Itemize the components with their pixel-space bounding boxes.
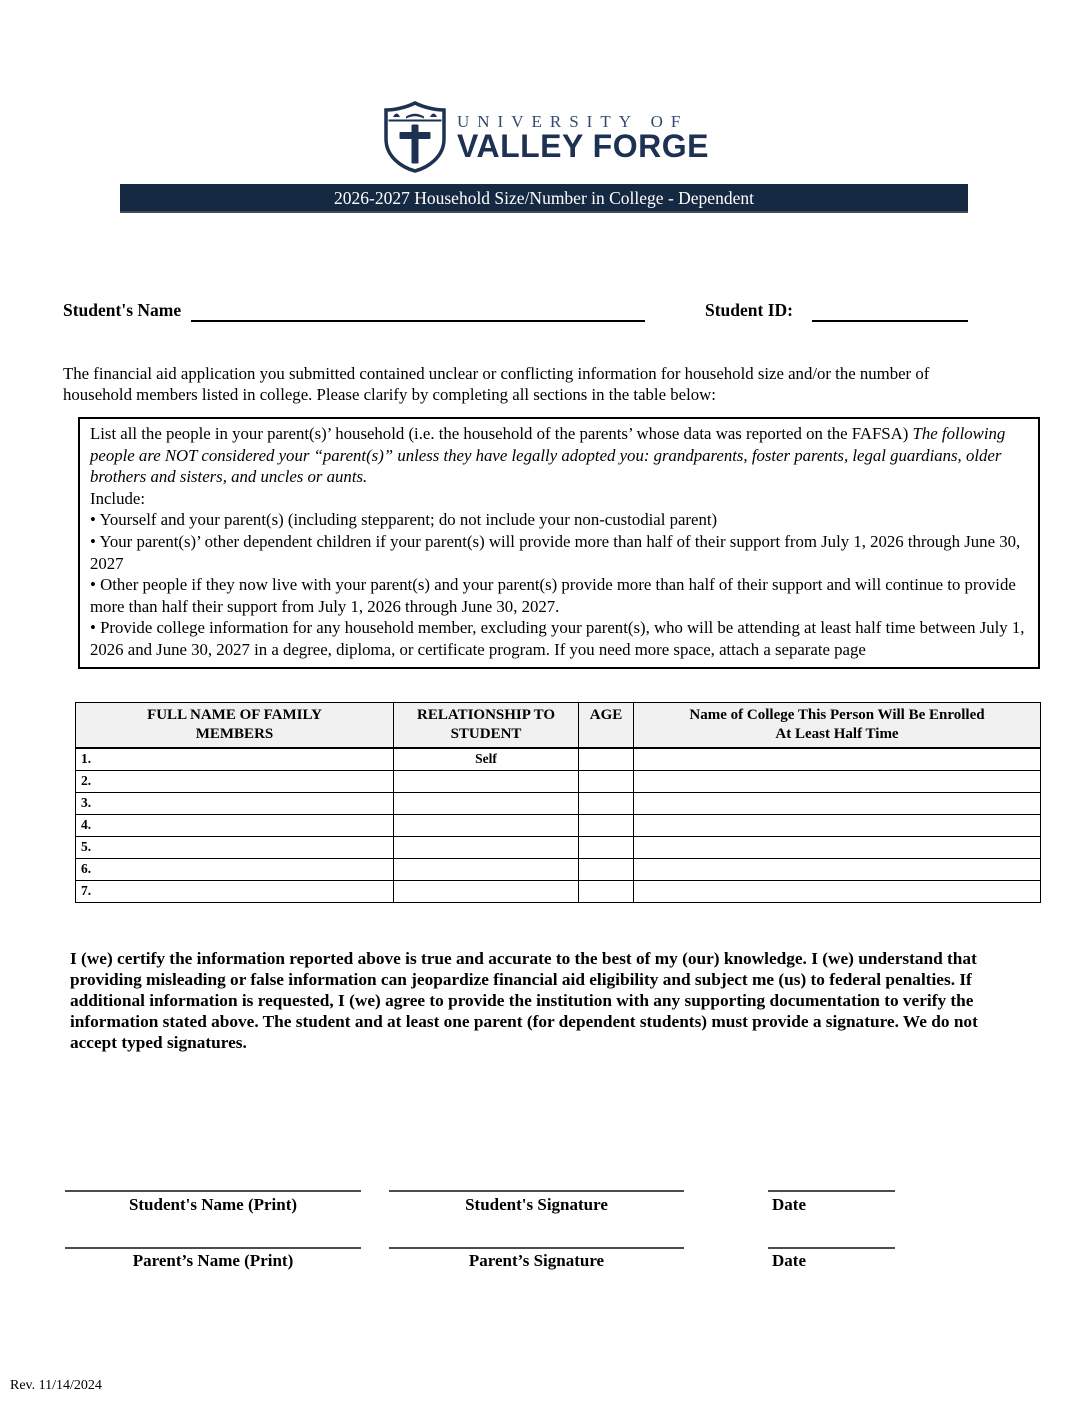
- table-row: [76, 858, 1041, 880]
- table-row: [76, 836, 1041, 858]
- intro-paragraph: The financial aid application you submitted contained unclear or conflicting information for household size and/or the number of household members listed in college. Please clarify by completing all sections in the table below:: [63, 364, 930, 404]
- header-age: AGE: [579, 703, 634, 749]
- student-id-field[interactable]: [812, 300, 968, 322]
- name-cell[interactable]: 7.: [76, 880, 394, 902]
- name-cell[interactable]: 2.: [76, 770, 394, 792]
- relationship-cell[interactable]: [394, 814, 579, 836]
- form-title-banner: 2026-2027 Household Size/Number in College - Dependent: [120, 184, 968, 213]
- age-cell[interactable]: [579, 748, 634, 770]
- household-table-header: [76, 703, 1041, 749]
- instructions-lead-italic: The following people are NOT considered your “parent(s)” unless they have legally adopted you: grandparents, foster parents, legal guardians, older brothers and sisters, and uncles or aunts.: [90, 424, 1006, 487]
- instruction-bullet: • Your parent(s)’ other dependent children if your parent(s) will provide more than half of their support from July 1, 2026 through June 30, 2027: [90, 531, 1021, 573]
- instruction-bullet: • Yourself and your parent(s) (including stepparent; do not include your non-custodial parent): [90, 510, 718, 530]
- student-signature-label: Student's Signature: [465, 1195, 608, 1214]
- name-cell[interactable]: 4.: [76, 814, 394, 836]
- table-row: [76, 748, 1041, 770]
- college-cell[interactable]: [634, 814, 1041, 836]
- relationship-cell[interactable]: [394, 770, 579, 792]
- shield-logo: [383, 101, 447, 173]
- parent-signature-label: Parent’s Signature: [468, 1251, 605, 1270]
- relationship-cell[interactable]: [394, 792, 579, 814]
- header-full-name: FULL NAME OF FAMILY MEMBERS: [76, 703, 394, 749]
- wordmark-line1: UNIVERSITY OF: [457, 112, 689, 131]
- wordmark-line2: VALLEY FORGE: [457, 128, 709, 164]
- student-identity-row: [63, 300, 968, 326]
- age-cell[interactable]: [579, 814, 634, 836]
- revision-date: Rev. 11/14/2024: [10, 1378, 102, 1393]
- age-cell[interactable]: [579, 770, 634, 792]
- instruction-bullet: • Other people if they now live with your parent(s) and your parent(s) provide more than half of their support and will continue to provide more than half their support from July 1, 2026 through June 30, 2027.: [90, 575, 1016, 616]
- parent-signature-line[interactable]: [389, 1247, 684, 1249]
- parent-date-line[interactable]: [768, 1247, 895, 1249]
- household-table: [75, 702, 1041, 903]
- table-row: [76, 792, 1041, 814]
- relationship-cell[interactable]: [394, 836, 579, 858]
- college-cell[interactable]: [634, 792, 1041, 814]
- college-cell[interactable]: [634, 858, 1041, 880]
- name-cell[interactable]: 3.: [76, 792, 394, 814]
- name-cell[interactable]: 1.: [76, 748, 394, 770]
- instruction-bullet: • Provide college information for any household member, excluding your parent(s), who will be attending at least half time between July 1, 2026 and June 30, 2027 in a degree, diploma, or certificate program. If you need more space, attach a separate page: [90, 618, 1025, 659]
- header-college: Name of College This Person Will Be Enrolled At Least Half Time: [634, 703, 1041, 749]
- table-row: [76, 770, 1041, 792]
- student-id-label: Student ID:: [705, 300, 794, 320]
- relationship-cell[interactable]: Self: [394, 748, 579, 770]
- student-name-print-label: Student's Name (Print): [128, 1195, 298, 1214]
- name-cell[interactable]: 6.: [76, 858, 394, 880]
- age-cell[interactable]: [579, 836, 634, 858]
- table-row: [76, 880, 1041, 902]
- university-logo: [383, 101, 709, 173]
- age-cell[interactable]: [579, 858, 634, 880]
- student-signature-line[interactable]: [389, 1190, 684, 1192]
- age-cell[interactable]: [579, 880, 634, 902]
- relationship-cell[interactable]: [394, 858, 579, 880]
- include-label: Include:: [90, 488, 145, 508]
- student-name-print-line[interactable]: [65, 1190, 361, 1192]
- parent-name-print-line[interactable]: [65, 1247, 361, 1249]
- student-date-label: Date: [772, 1195, 806, 1214]
- parent-name-print-label: Parent’s Name (Print): [132, 1251, 294, 1270]
- college-cell[interactable]: [634, 880, 1041, 902]
- header-relationship: RELATIONSHIP TO STUDENT: [394, 703, 579, 749]
- relationship-cell[interactable]: [394, 880, 579, 902]
- college-cell[interactable]: [634, 836, 1041, 858]
- college-cell[interactable]: [634, 770, 1041, 792]
- instructions-lead: List all the people in your parent(s)’ household (i.e. the household of the parents’ whose data was reported on the FAFSA): [90, 424, 913, 443]
- university-wordmark: [457, 101, 709, 162]
- certification-statement: I (we) certify the information reported above is true and accurate to the best of my (our) knowledge. I (we) understand that providing misleading or false information can jeopardize financial aid eligibility and subject me (us) to federal penalties. If additional information is requested, I (we) agree to provide the institution with any supporting documentation to verify the information stated above. The student and at least one parent (for dependent students) must provide a signature. We do not accept typed signatures.: [70, 949, 978, 1052]
- student-name-field[interactable]: [191, 300, 645, 322]
- parent-date-label: Date: [772, 1251, 806, 1270]
- name-cell[interactable]: 5.: [76, 836, 394, 858]
- instruction-box: [78, 417, 1040, 669]
- student-name-label: Student's Name: [63, 300, 182, 320]
- age-cell[interactable]: [579, 792, 634, 814]
- college-cell[interactable]: [634, 748, 1041, 770]
- student-date-line[interactable]: [768, 1190, 895, 1192]
- table-row: [76, 814, 1041, 836]
